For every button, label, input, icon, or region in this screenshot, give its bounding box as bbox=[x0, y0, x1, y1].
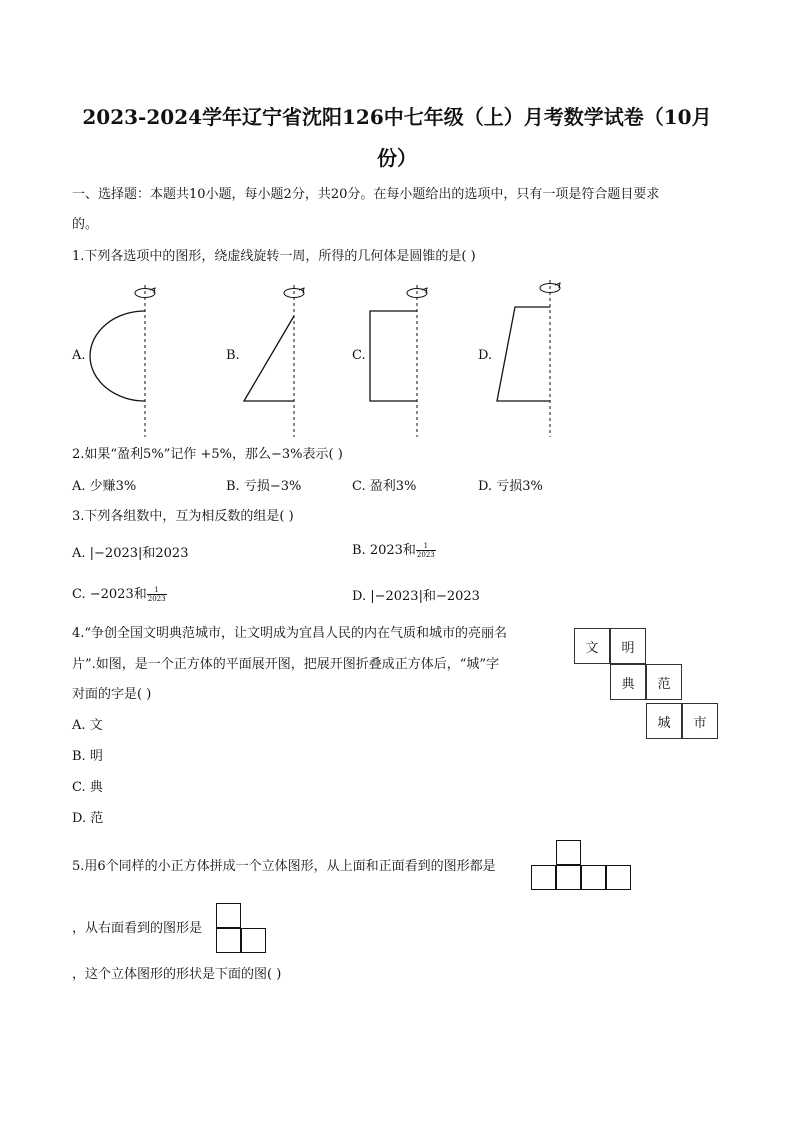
q4-option-d: D. 范 bbox=[72, 811, 104, 826]
q3-option-d: D. |−2023|和−2023 bbox=[352, 589, 480, 604]
cube-net-cell-ming: 明 bbox=[610, 628, 646, 664]
q1-option-b-label: B. bbox=[226, 348, 240, 363]
question-1-stem: 1.下列各选项中的图形，绕虚线旋转一周，所得的几何体是圆锥的是( ) bbox=[72, 249, 476, 264]
q1-figure-d-trapezoid bbox=[497, 280, 560, 437]
question-5-line3: ，这个立体图形的形状是下面的图( ) bbox=[72, 967, 282, 982]
q2-option-d: D. 亏损3% bbox=[478, 479, 543, 494]
cube-net-cell-fan: 范 bbox=[646, 664, 682, 700]
q4-option-b: B. 明 bbox=[72, 749, 103, 764]
q1-figure-b-triangle bbox=[244, 285, 304, 437]
q1-option-d-label: D. bbox=[478, 348, 493, 363]
q3-option-a: A. |−2023|和2023 bbox=[72, 546, 189, 561]
question-4-line3: 对面的字是( ) bbox=[72, 687, 152, 702]
cube-net-cell-shi: 市 bbox=[682, 703, 718, 739]
cube-net-cell-wen: 文 bbox=[574, 628, 610, 664]
question-4-line2: 片”.如图，是一个正方体的平面展开图，把展开图折叠成正方体后，“城”字 bbox=[72, 657, 500, 672]
question-5-line1: 5.用6个同样的小正方体拼成一个立体图形，从上面和正面看到的图形都是 bbox=[72, 859, 496, 874]
page-title-line2: 份） bbox=[377, 146, 417, 170]
page-title-line1: 2023-2024学年辽宁省沈阳126中七年级（上）月考数学试卷（10月 bbox=[82, 105, 712, 129]
section-heading-line1: 一、选择题：本题共10小题，每小题2分，共20分。在每小题给出的选项中，只有一项是符合题目要求 bbox=[72, 187, 660, 202]
q2-option-c: C. 盈利3% bbox=[352, 479, 417, 494]
q3-option-c-prefix: C. −2023和 bbox=[72, 587, 147, 602]
section-heading-line2: 的。 bbox=[72, 217, 99, 232]
question-4-line1: 4.“争创全国文明典范城市，让文明成为宜昌人民的内在气质和城市的亮丽名 bbox=[72, 626, 508, 641]
question-5-line2: ，从右面看到的图形是 bbox=[72, 921, 203, 936]
fraction-numerator: 1 bbox=[147, 586, 167, 595]
fraction-numerator: 1 bbox=[416, 542, 436, 551]
question-3-stem: 3.下列各组数中，互为相反数的组是( ) bbox=[72, 509, 294, 524]
q3-option-c-fraction bbox=[147, 586, 167, 603]
q2-option-a: A. 少赚3% bbox=[72, 479, 137, 494]
q3-option-c bbox=[72, 586, 167, 604]
q1-figures bbox=[0, 0, 794, 450]
question-2-stem: 2.如果“盈利5%”记作 +5%，那么−3%表示( ) bbox=[72, 447, 343, 462]
q2-option-b: B. 亏损−3% bbox=[226, 479, 302, 494]
q3-option-b-fraction bbox=[416, 542, 436, 559]
q1-figure-c-rectangle bbox=[370, 285, 427, 437]
q1-option-a-label: A. bbox=[72, 348, 86, 363]
cube-net-cell-dian: 典 bbox=[610, 664, 646, 700]
cube-net-cell-cheng: 城 bbox=[646, 703, 682, 739]
q3-option-b-prefix: B. 2023和 bbox=[352, 543, 416, 558]
q1-figure-a-semicircle bbox=[90, 285, 155, 437]
fraction-denominator: 2023 bbox=[147, 595, 166, 603]
q1-option-c-label: C. bbox=[352, 348, 366, 363]
q4-option-a: A. 文 bbox=[72, 718, 103, 733]
fraction-denominator: 2023 bbox=[416, 551, 435, 559]
q4-option-c: C. 典 bbox=[72, 780, 103, 795]
q3-option-b bbox=[352, 542, 436, 560]
